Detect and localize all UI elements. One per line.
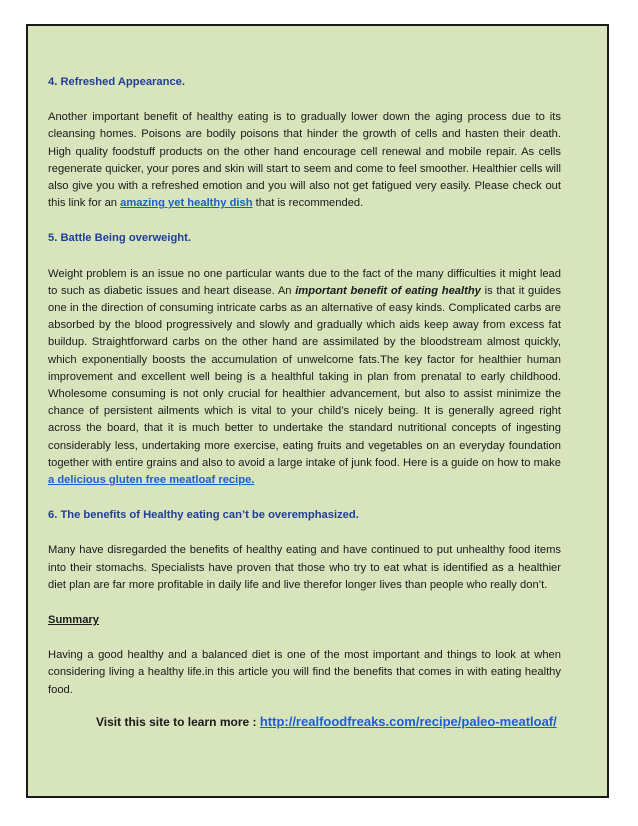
realfoodfreaks-url-link[interactable]: http://realfoodfreaks.com/recipe/paleo-meatloaf/	[259, 714, 557, 729]
paragraph-summary: Having a good healthy and a balanced diet is one of the most important and things to look at when considering living a healthy life.in this article you will find the benefits that comes in with eating healthy food.	[48, 649, 561, 696]
link-amazing-healthy-dish[interactable]: amazing yet healthy dish	[120, 197, 253, 210]
section-heading-battle-overweight: 5. Battle Being overweight.	[48, 232, 191, 245]
section-heading-refreshed-appearance: 4. Refreshed Appearance.	[48, 76, 185, 88]
emphasis-important-benefit: important benefit of eating healthy	[295, 284, 481, 297]
visit-site-line	[96, 714, 557, 729]
paragraph-text: that is recommended.	[255, 197, 364, 210]
paragraph-text: Weight problem is an issue no one particular wants due to the fact of the many difficulties it might lead to such as diabetic issues and heart disease. An	[48, 267, 561, 297]
paragraph-battle-overweight	[48, 266, 561, 490]
article-body	[48, 52, 561, 717]
paragraph-text: is that it guides one in the direction of consuming intricate carbs as an alternative of easy kinds. Complicated carbs are absorbed by the blood progressively and slowly and gradually which aids keep away from excess fat buildup. Straightforward carbs on the other hand are assimilated by the bloodstream almost quickly, which exponentially boosts the accumulation of unwelcome fats.The key factor for healthier human improvement and excellent well being is a healthful taking in plan from prenatal to early childhood. Wholesome consuming is not only crucial for healthier advancement, but also to assist minimize the chance of persistent ailments which is vital to your child’s nicely being. It is generally agreed right across the board, that it is much better to undertake the standard nutritional concepts of ingesting considerably less, undertaking more exercise, eating fruits and vegetables on an everyday foundation together with entire grains and also to avoid a large intake of junk food. Here is a guide on how to make	[48, 284, 561, 469]
paragraph-benefits-overemphasized: Many have disregarded the benefits of healthy eating and have continued to put unhealthy food items into their stomachs. Specialists have proven that those who try to eat what is identified as a healthier diet plan are far more profitable in daily life and live therefor longer lives than people who really don’t.	[48, 544, 561, 591]
link-gluten-free-meatloaf[interactable]: a delicious gluten free meatloaf recipe.	[48, 474, 255, 487]
summary-heading: Summary	[48, 614, 99, 627]
paragraph-refreshed-appearance	[48, 109, 561, 212]
paragraph-text: Another important benefit of healthy eating is to gradually lower down the aging process due to its cleansing homes. Poisons are bodily poisons that hinder the growth of cells and hasten their death. High quality foodstuff products on the other hand encourage cell renewal and mobile repair. As cells regenerate quicker, your pores and skin will start to seem and come to feel smoother. Healthier cells will also give you with a refreshed emotion and you will also not get fatigued very easily. Please check out this link for an	[48, 111, 562, 210]
visit-site-label: Visit this site to learn more :	[96, 715, 257, 729]
section-heading-benefits-overemphasized: 6. The benefits of Healthy eating can’t be overemphasized.	[48, 509, 359, 522]
